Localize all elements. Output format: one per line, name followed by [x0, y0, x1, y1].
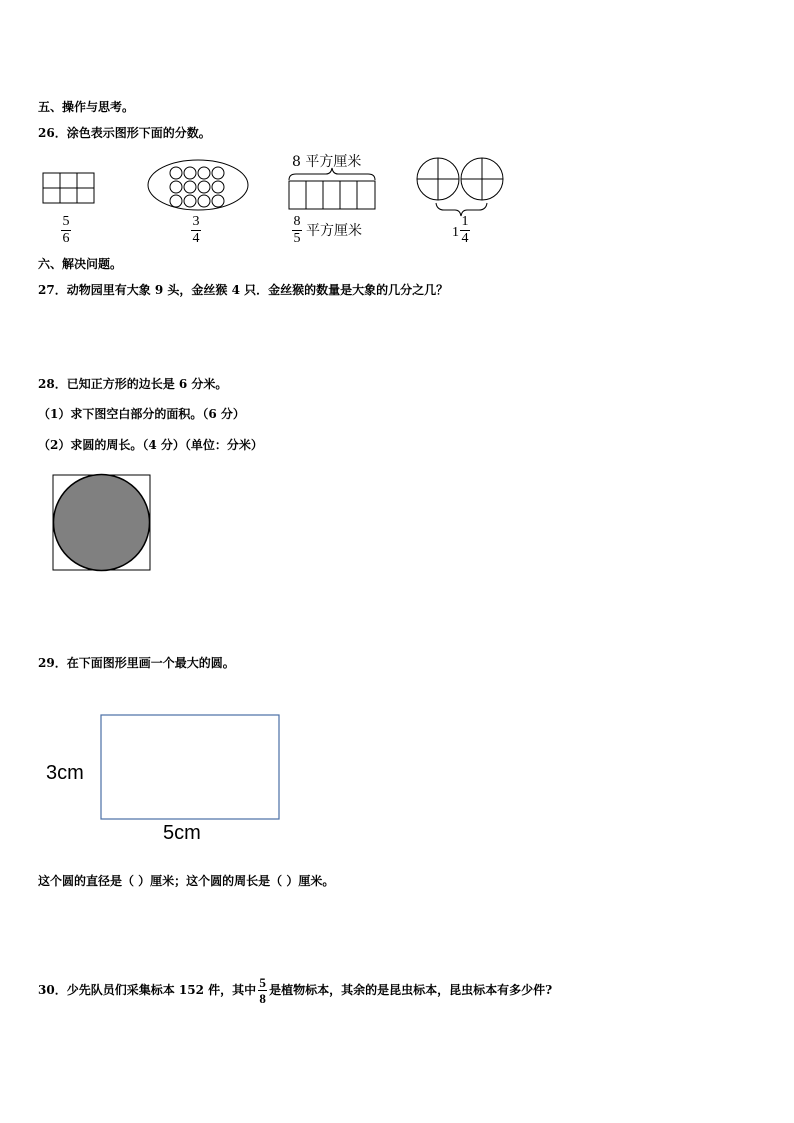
numerator: 8: [293, 214, 301, 229]
denominator: 8: [259, 990, 266, 1006]
q26-ellipse-with-dots: [148, 160, 248, 210]
q29-rectangle: [95, 710, 285, 825]
question-30-prompt: [38, 973, 552, 1007]
q28-shaded-circle: [54, 475, 150, 571]
question-26-prompt: 26．涂色表示图形下面的分数。: [38, 126, 211, 140]
question-29-prompt: 29．在下面图形里画一个最大的圆。: [38, 656, 235, 670]
q26-grid-rectangle: [43, 173, 94, 203]
question-27-prompt: 27．动物园里有大象 9 头，金丝猴 4 只．金丝猴的数量是大象的几分之几？: [38, 283, 449, 297]
q28-square-with-circle: [50, 470, 154, 574]
denominator: 6: [62, 231, 70, 246]
q26-two-quartered-circles: [417, 158, 503, 216]
q26-strip-area-label: 8 平方厘米: [292, 154, 362, 170]
q26-figures: [0, 0, 794, 260]
question-28-part-2: （2）求圆的周长。（4 分）（单位：分米）: [38, 438, 263, 452]
q26-strip-unit: 平方厘米: [306, 223, 362, 239]
denominator: 4: [192, 231, 200, 246]
numerator: 3: [192, 214, 200, 229]
denominator: 4: [461, 231, 469, 246]
q26-fraction-one-quarter: [460, 215, 470, 246]
numerator: 5: [62, 214, 70, 229]
question-28-prompt: 28．已知正方形的边长是 6 分米。: [38, 377, 228, 391]
section-six-title: 六、解决问题。: [38, 257, 123, 271]
section-five-title: 五、操作与思考。: [38, 100, 135, 114]
q26-fraction-three-quarters: [191, 215, 201, 246]
question-28-part-1: （1）求下图空白部分的面积。（6 分）: [38, 407, 245, 421]
q26-fraction-five-sixths: [61, 215, 71, 246]
q30-text-before: 30．少先队员们采集标本 152 件，其中: [38, 983, 257, 997]
q26-strip-rectangle: [289, 168, 375, 209]
q30-fraction-five-eighths: [258, 976, 267, 1005]
question-29-answer-line: 这个圆的直径是（ ）厘米；这个圆的周长是（ ）厘米。: [38, 874, 335, 888]
numerator: 1: [461, 214, 469, 229]
q26-mixed-whole: 1: [452, 225, 459, 240]
denominator: 5: [293, 231, 301, 246]
q29-width-label: 5cm: [163, 822, 201, 844]
q26-fraction-eight-fifths: [292, 215, 302, 246]
numerator: 5: [259, 974, 266, 990]
q30-text-after: 是植物标本，其余的是昆虫标本，昆虫标本有多少件?: [269, 983, 553, 997]
q29-height-label: 3cm: [46, 762, 84, 784]
